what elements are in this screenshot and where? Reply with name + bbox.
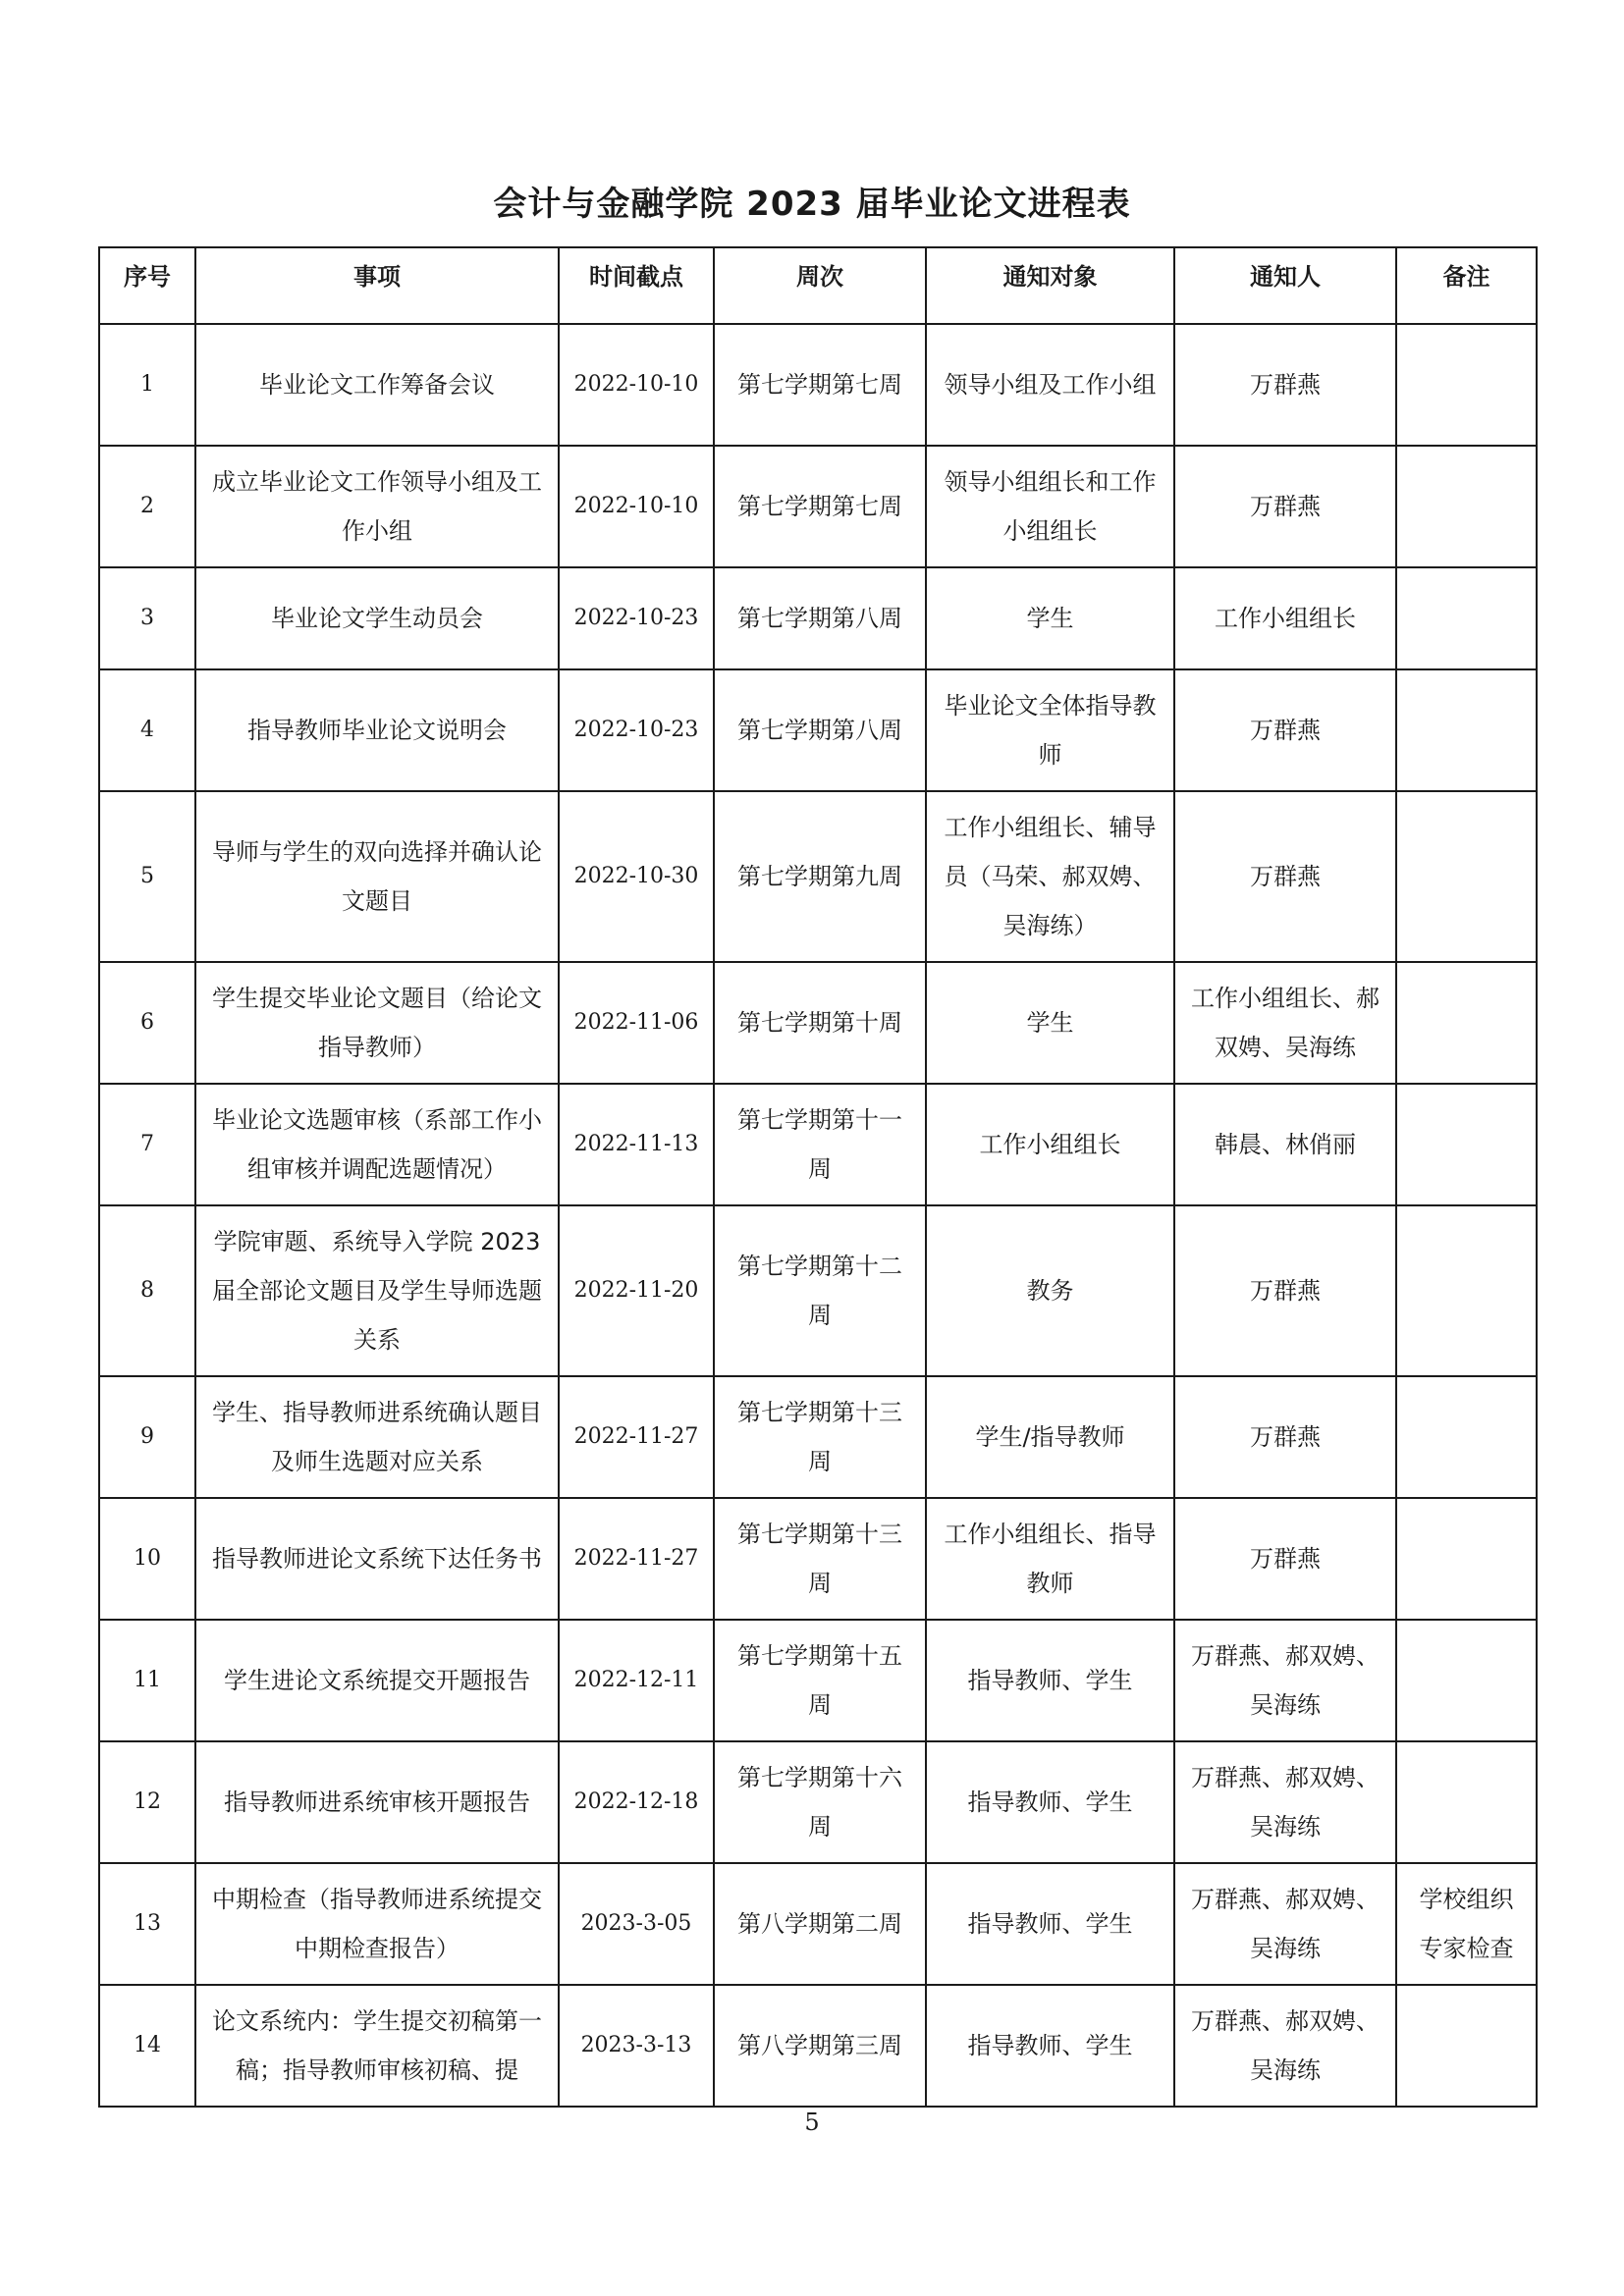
row-item: 毕业论文选题审核（系部工作小组审核并调配选题情况） xyxy=(195,1084,559,1205)
row-notifier: 万群燕 xyxy=(1174,446,1396,567)
row-number: 14 xyxy=(99,1985,195,2107)
row-notifier: 万群燕 xyxy=(1174,1376,1396,1498)
row-target: 指导教师、学生 xyxy=(926,1620,1174,1741)
table-row xyxy=(99,324,1537,446)
row-note xyxy=(1396,1498,1537,1620)
table-row xyxy=(99,1985,1537,2107)
row-notifier: 万群燕、郝双娉、吴海练 xyxy=(1174,1985,1396,2107)
header-cell-number: 序号 xyxy=(99,247,195,324)
row-notifier: 工作小组组长 xyxy=(1174,567,1396,669)
row-notifier: 万群燕、郝双娉、吴海练 xyxy=(1174,1741,1396,1863)
table-row xyxy=(99,1620,1537,1741)
row-number: 4 xyxy=(99,669,195,791)
row-number: 10 xyxy=(99,1498,195,1620)
row-week: 第七学期第八周 xyxy=(714,567,926,669)
table-row xyxy=(99,962,1537,1084)
row-number: 3 xyxy=(99,567,195,669)
header-cell-item: 事项 xyxy=(195,247,559,324)
table-row xyxy=(99,1741,1537,1863)
row-notifier: 万群燕 xyxy=(1174,324,1396,446)
row-week: 第七学期第十六周 xyxy=(714,1741,926,1863)
row-item: 毕业论文工作筹备会议 xyxy=(195,324,559,446)
row-deadline: 2022-11-27 xyxy=(559,1376,714,1498)
row-number: 7 xyxy=(99,1084,195,1205)
row-notifier: 万群燕 xyxy=(1174,669,1396,791)
row-week: 第七学期第十三周 xyxy=(714,1376,926,1498)
row-deadline: 2022-10-23 xyxy=(559,567,714,669)
row-deadline: 2022-10-23 xyxy=(559,669,714,791)
row-deadline: 2022-11-13 xyxy=(559,1084,714,1205)
row-note xyxy=(1396,669,1537,791)
row-target: 学生 xyxy=(926,567,1174,669)
row-note xyxy=(1396,1205,1537,1376)
row-week: 第七学期第十三周 xyxy=(714,1498,926,1620)
table-row xyxy=(99,1376,1537,1498)
row-deadline: 2022-12-18 xyxy=(559,1741,714,1863)
row-week: 第七学期第十二周 xyxy=(714,1205,926,1376)
row-notifier: 万群燕、郝双娉、吴海练 xyxy=(1174,1863,1396,1985)
header-cell-deadline: 时间截点 xyxy=(559,247,714,324)
row-notifier: 韩晨、林俏丽 xyxy=(1174,1084,1396,1205)
row-deadline: 2022-11-20 xyxy=(559,1205,714,1376)
row-week: 第七学期第八周 xyxy=(714,669,926,791)
row-week: 第八学期第三周 xyxy=(714,1985,926,2107)
table-row xyxy=(99,567,1537,669)
row-note xyxy=(1396,324,1537,446)
row-target: 工作小组组长、辅导员（马荣、郝双娉、吴海练） xyxy=(926,791,1174,962)
header-cell-week: 周次 xyxy=(714,247,926,324)
row-deadline: 2022-10-10 xyxy=(559,446,714,567)
row-deadline: 2023-3-05 xyxy=(559,1863,714,1985)
row-week: 第七学期第七周 xyxy=(714,446,926,567)
row-target: 毕业论文全体指导教师 xyxy=(926,669,1174,791)
row-deadline: 2022-10-10 xyxy=(559,324,714,446)
row-target: 学生 xyxy=(926,962,1174,1084)
table-row xyxy=(99,791,1537,962)
header-cell-notifier: 通知人 xyxy=(1174,247,1396,324)
header-cell-target: 通知对象 xyxy=(926,247,1174,324)
row-notifier: 万群燕 xyxy=(1174,1498,1396,1620)
row-deadline: 2022-11-27 xyxy=(559,1498,714,1620)
table-row xyxy=(99,446,1537,567)
table-row xyxy=(99,669,1537,791)
row-item: 成立毕业论文工作领导小组及工作小组 xyxy=(195,446,559,567)
row-target: 领导小组及工作小组 xyxy=(926,324,1174,446)
row-number: 8 xyxy=(99,1205,195,1376)
row-number: 9 xyxy=(99,1376,195,1498)
header-cell-note: 备注 xyxy=(1396,247,1537,324)
row-note xyxy=(1396,791,1537,962)
row-week: 第七学期第九周 xyxy=(714,791,926,962)
row-week: 第七学期第十五周 xyxy=(714,1620,926,1741)
row-target: 指导教师、学生 xyxy=(926,1985,1174,2107)
row-item: 论文系统内：学生提交初稿第一稿；指导教师审核初稿、提 xyxy=(195,1985,559,2107)
row-note xyxy=(1396,1741,1537,1863)
row-target: 指导教师、学生 xyxy=(926,1863,1174,1985)
row-number: 6 xyxy=(99,962,195,1084)
row-week: 第八学期第二周 xyxy=(714,1863,926,1985)
row-week: 第七学期第十周 xyxy=(714,962,926,1084)
row-number: 13 xyxy=(99,1863,195,1985)
row-deadline: 2022-11-06 xyxy=(559,962,714,1084)
document-title: 会计与金融学院 2023 届毕业论文进程表 xyxy=(493,185,1131,224)
row-item: 学生进论文系统提交开题报告 xyxy=(195,1620,559,1741)
row-notifier: 万群燕 xyxy=(1174,791,1396,962)
progress-table xyxy=(98,246,1538,2108)
row-item: 指导教师毕业论文说明会 xyxy=(195,669,559,791)
row-item: 中期检查（指导教师进系统提交中期检查报告） xyxy=(195,1863,559,1985)
row-notifier: 万群燕、郝双娉、吴海练 xyxy=(1174,1620,1396,1741)
table-row xyxy=(99,1863,1537,1985)
table-row xyxy=(99,1205,1537,1376)
row-target: 指导教师、学生 xyxy=(926,1741,1174,1863)
row-number: 1 xyxy=(99,324,195,446)
page-number: 5 xyxy=(804,2109,820,2136)
row-note xyxy=(1396,446,1537,567)
table-header-row xyxy=(99,247,1537,324)
row-note xyxy=(1396,1985,1537,2107)
row-target: 工作小组组长、指导教师 xyxy=(926,1498,1174,1620)
row-week: 第七学期第十一周 xyxy=(714,1084,926,1205)
row-notifier: 万群燕 xyxy=(1174,1205,1396,1376)
row-number: 2 xyxy=(99,446,195,567)
row-item: 指导教师进系统审核开题报告 xyxy=(195,1741,559,1863)
row-item: 毕业论文学生动员会 xyxy=(195,567,559,669)
row-target: 领导小组组长和工作小组组长 xyxy=(926,446,1174,567)
row-note: 学校组织专家检查 xyxy=(1396,1863,1537,1985)
row-note xyxy=(1396,567,1537,669)
row-target: 学生/指导教师 xyxy=(926,1376,1174,1498)
row-target: 工作小组组长 xyxy=(926,1084,1174,1205)
row-notifier: 工作小组组长、郝双娉、吴海练 xyxy=(1174,962,1396,1084)
row-target: 教务 xyxy=(926,1205,1174,1376)
row-note xyxy=(1396,962,1537,1084)
table-row xyxy=(99,1084,1537,1205)
row-item: 学生、指导教师进系统确认题目及师生选题对应关系 xyxy=(195,1376,559,1498)
row-deadline: 2022-10-30 xyxy=(559,791,714,962)
row-item: 指导教师进论文系统下达任务书 xyxy=(195,1498,559,1620)
row-note xyxy=(1396,1620,1537,1741)
row-item: 学生提交毕业论文题目（给论文指导教师） xyxy=(195,962,559,1084)
table-row xyxy=(99,1498,1537,1620)
row-deadline: 2023-3-13 xyxy=(559,1985,714,2107)
row-number: 5 xyxy=(99,791,195,962)
row-deadline: 2022-12-11 xyxy=(559,1620,714,1741)
row-item: 学院审题、系统导入学院 2023 届全部论文题目及学生导师选题关系 xyxy=(195,1205,559,1376)
row-note xyxy=(1396,1376,1537,1498)
row-number: 12 xyxy=(99,1741,195,1863)
row-item: 导师与学生的双向选择并确认论文题目 xyxy=(195,791,559,962)
row-week: 第七学期第七周 xyxy=(714,324,926,446)
row-note xyxy=(1396,1084,1537,1205)
row-number: 11 xyxy=(99,1620,195,1741)
